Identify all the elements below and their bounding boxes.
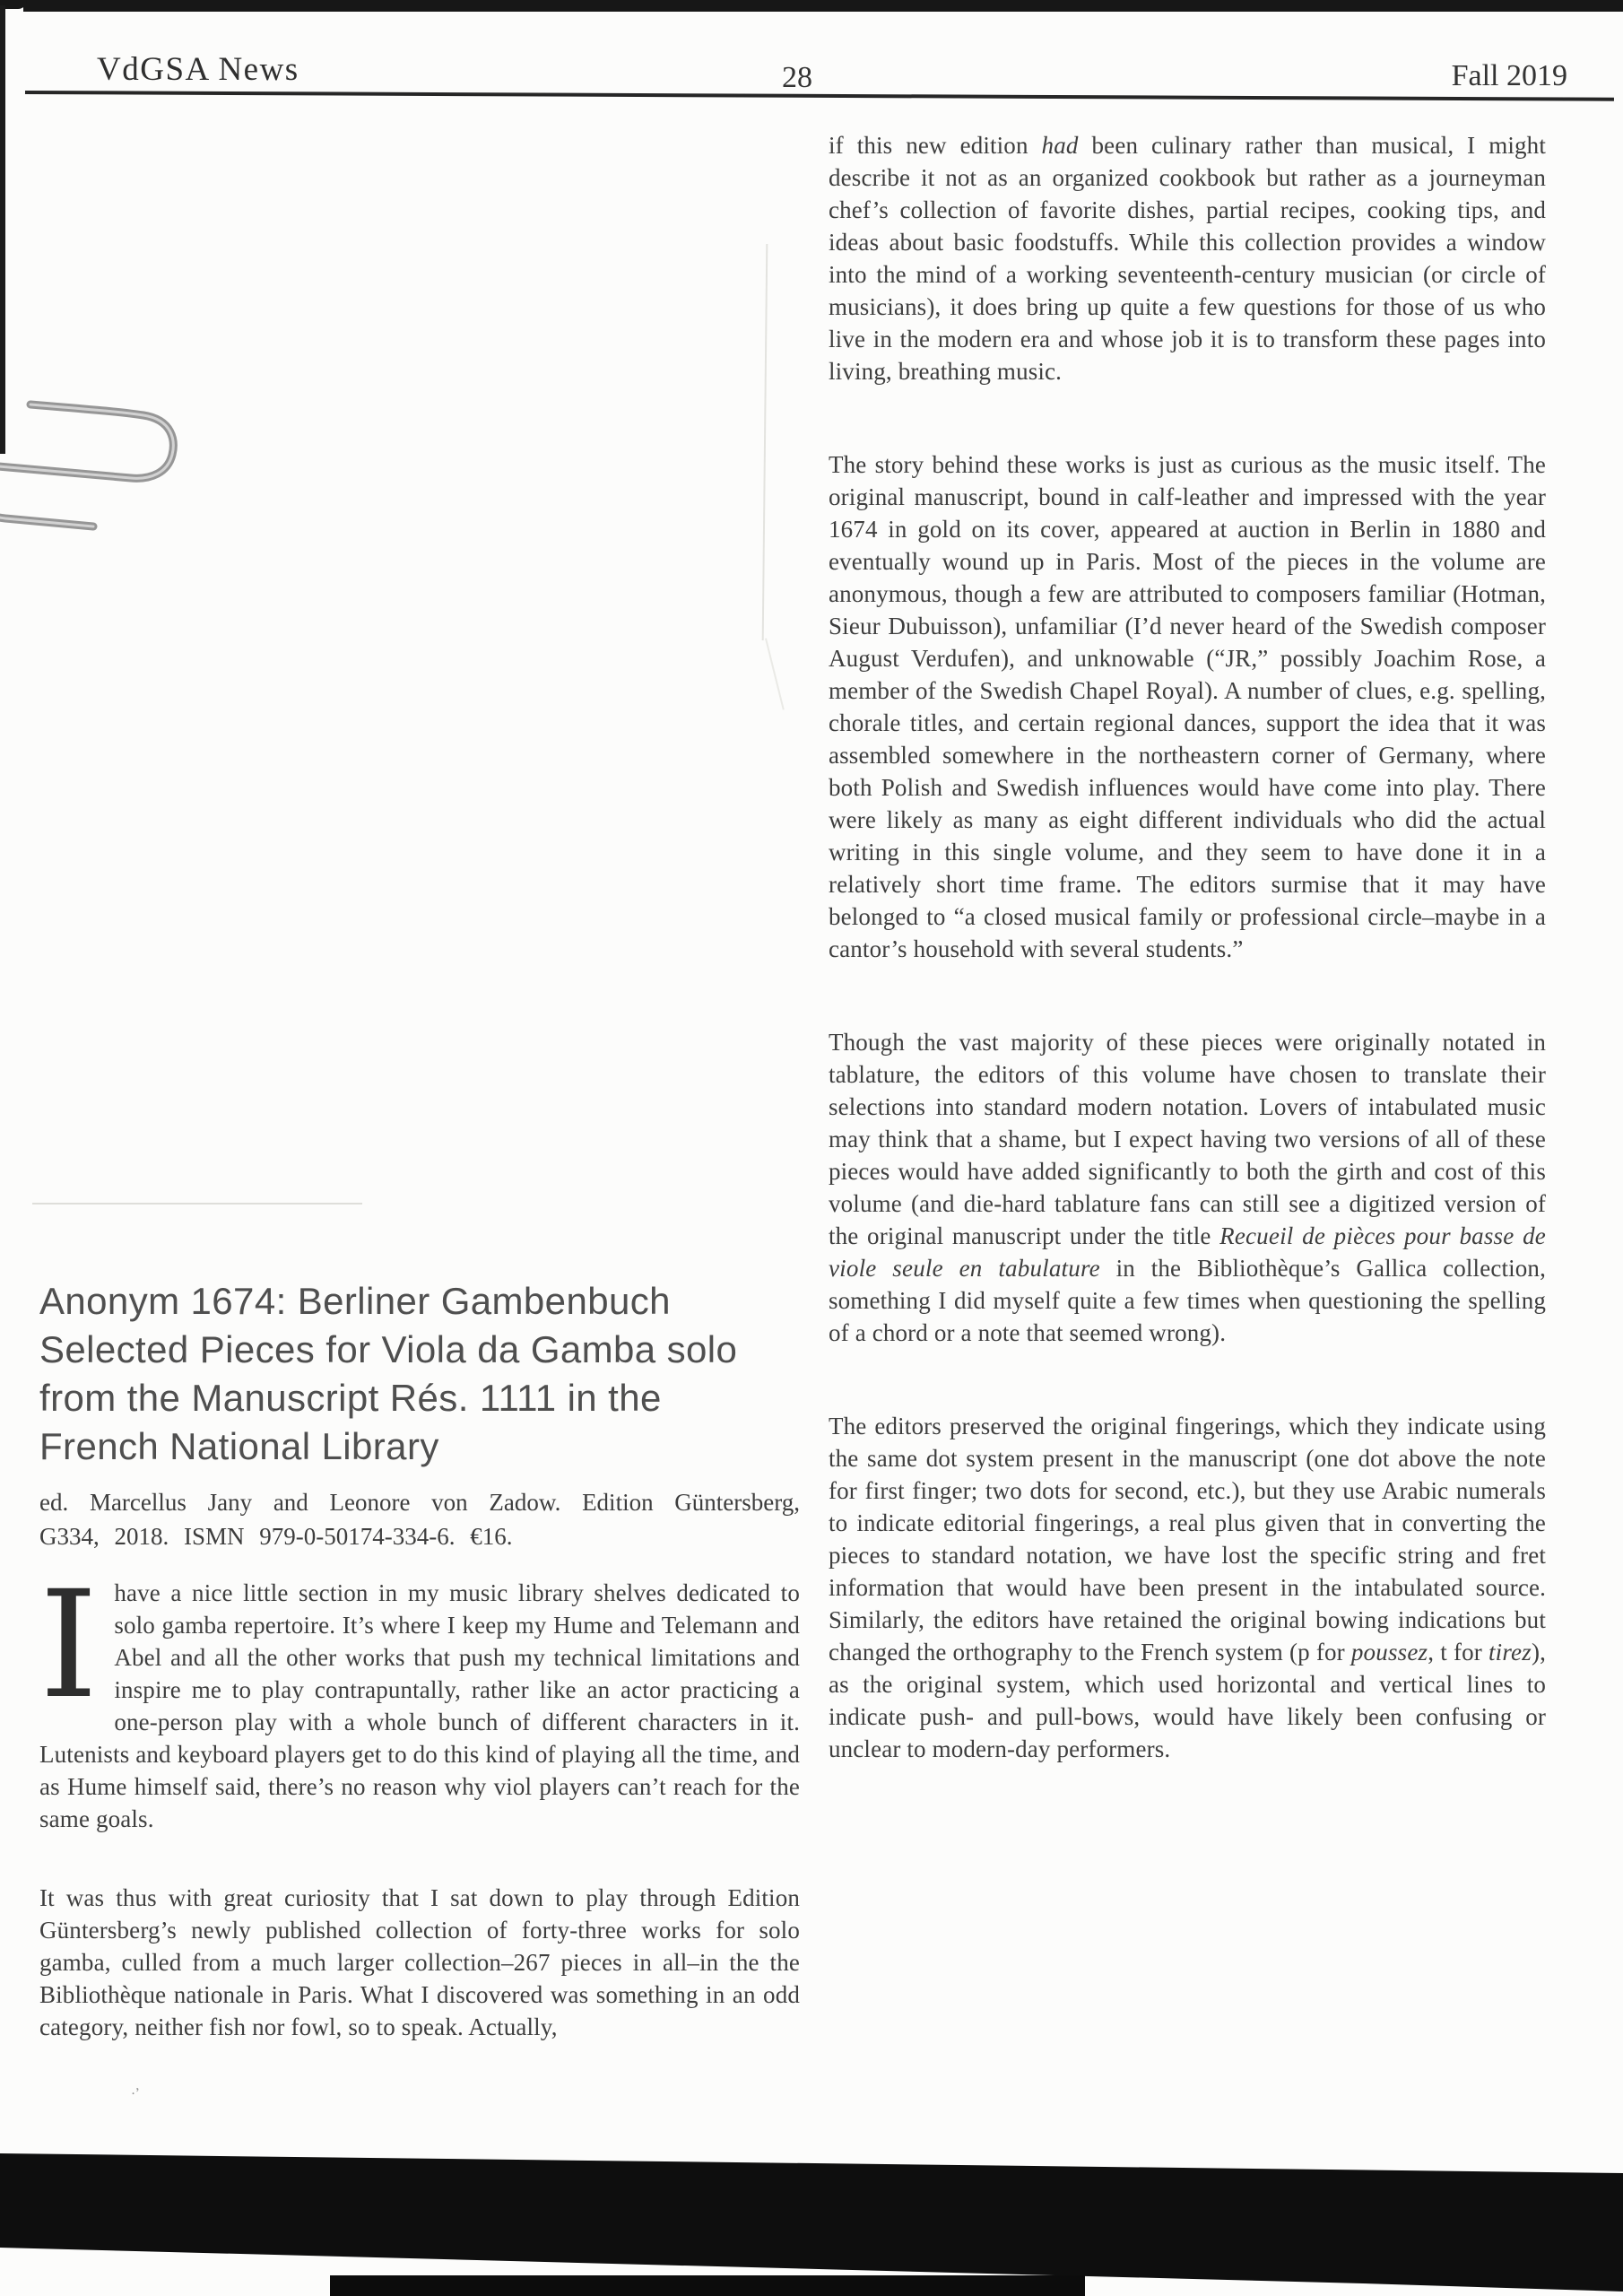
right-paragraph-4: The editors preserved the original fingerings, which they indicate using the same dot system present in the manuscript (one dot above the note for first finger; two dots for second, etc.), but they use Arabic numerals to indicate editorial fingerings, a real plus given that in converting the pieces to standard notation, we have lost the specific string and fret information that would have been present in the intabulated source. Similarly, the editors have retained the original bowing indications but changed the orthography to the French system (p for poussez, t for tirez), as the original system, which used horizontal and vertical lines to indicate push- and pull-bows, would have likely been confusing or unclear to modern-day performers. bbox=[829, 1413, 1546, 1762]
review-title-line-2: Selected Pieces for Viola da Gamba solo bbox=[39, 1328, 738, 1370]
page-number: 28 bbox=[782, 61, 812, 94]
paperclip-scan-artifact bbox=[0, 381, 192, 561]
scan-edge-top bbox=[23, 0, 1623, 12]
attachment-edge-line bbox=[762, 244, 768, 640]
right-paragraph-2: The story behind these works is just as curious as the music itself. The original manuscript, bound in calf-leather and impressed with the year 1674 in gold on its cover, appeared at auction in Berlin in 1880 and eventually wound up in Paris. Most of the pieces in the volume are anonymous, though a few are attributed to composers familiar (Hotman, Sieur Dubuisson), unfamiliar (I’d never heard of the Swedish composer August Verdufen), and unknowable (“JR,” possibly Joachim Rose, a member of the Swedish Chapel Royal). A number of clues, e.g. spelling, chorale titles, and certain regional dances, support the idea that it was assembled somewhere in the northeastern corner of Germany, where both Polish and Swedish influences would have come into play. There were likely as many as eight different individuals who did the actual writing in this single volume, and they seem to have done it in a relatively short time frame. The editors surmise that it may have belonged to “a closed musical family or professional circle–maybe in a cantor’s household with several students.” bbox=[829, 451, 1546, 962]
left-column bbox=[39, 1277, 800, 2043]
journal-title: VdGSA News bbox=[97, 51, 299, 88]
scan-black-bar bbox=[330, 2275, 1085, 2296]
scan-black-band bbox=[0, 2148, 1623, 2296]
right-paragraph-1: if this new edition had been culinary rather than musical, I might describe it not as an organized cookbook but rather as a journeyman chef’s collection of favorite dishes, partial recipes, cooking tips, and ideas about basic foodstuffs. While this collection provides a window into the mind of a working seventeenth-century musician (or circle of musicians), it does bring up quite a few questions for those of us who live in the modern era and whose job it is to transform these pages into living, breathing music. bbox=[829, 132, 1546, 385]
attachment-fold-line bbox=[765, 639, 785, 710]
review-title-line-3: from the Manuscript Rés. 1111 in the bbox=[39, 1377, 662, 1419]
header-rule bbox=[25, 91, 1614, 101]
left-paragraph-2: It was thus with great curiosity that I sat down to play through Edition Güntersberg’s newly published collection of forty-three works for solo gamba, culled from a much larger collection–267 pieces in all–in the the Bibliothèque nationale in Paris. What I discovered was something in an odd category, neither fish nor fowl, so to speak. Actually, bbox=[39, 1884, 800, 2040]
opening-paragraph bbox=[39, 1559, 800, 1835]
opening-paragraph-text: have a nice little section in my music library shelves dedicated to solo gamba repertoire. It’s where I keep my Hume and Telemann and Abel and all the other works that push my technical limitations and inspire me to play contrapuntally, rather like an actor practicing a one-person play with a whole bunch of different characters in it. Lutenists and keyboard players get to do this kind of playing all the time, and as Hume himself said, there’s no reason why viol players can’t reach for the same goals. bbox=[39, 1579, 800, 1832]
column-divider-faint-line bbox=[32, 1203, 362, 1205]
right-paragraph-3: Though the vast majority of these pieces were originally notated in tablature, the editors of this volume have chosen to translate their selections into standard modern notation. Lovers of intabulated music may think that a shame, but I expect having two versions of all of these pieces would have added significantly to both the girth and cost of this volume (and die-hard tablature fans can still see a digitized version of the original manuscript under the title Recueil de pièces pour basse de viole seule en tabulature in the Bibliothèque’s Gallica collection, something I did myself quite a few times when questioning the spelling of a chord or a note that seemed wrong). bbox=[829, 1029, 1546, 1346]
review-title-line-1: Anonym 1674: Berliner Gambenbuch bbox=[39, 1280, 671, 1322]
edition-byline: ed. Marcellus Jany and Leonore von Zadow. Edition Güntersberg, G334, 2018. ISMN 979-0-50174-334-6. €16. bbox=[39, 1489, 800, 1550]
review-title-line-4: French National Library bbox=[39, 1425, 439, 1467]
right-column bbox=[829, 129, 1546, 1765]
drop-cap: I bbox=[39, 1559, 99, 1731]
stray-pencil-mark: ·’ bbox=[129, 2085, 142, 2102]
issue-date: Fall 2019 bbox=[1451, 59, 1567, 92]
